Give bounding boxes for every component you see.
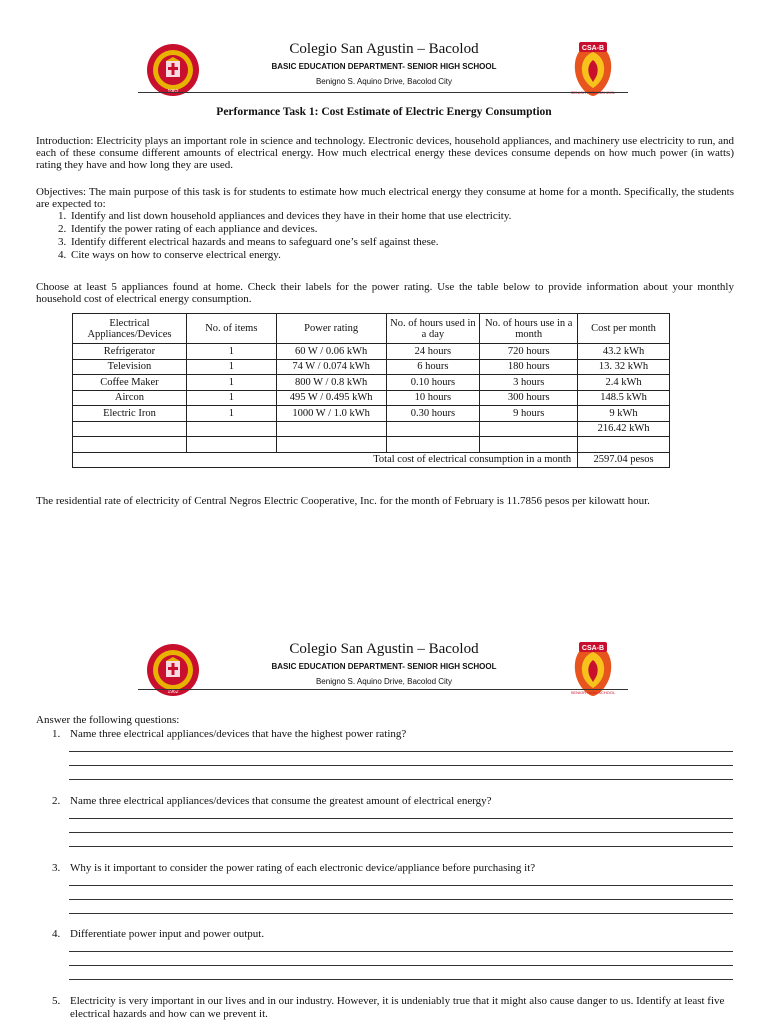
answer-line[interactable] xyxy=(69,913,733,914)
address: Benigno S. Aquino Drive, Bacolod City xyxy=(315,677,453,686)
svg-text:SENIOR HIGH SCHOOL: SENIOR HIGH SCHOOL xyxy=(570,90,616,95)
table-cell xyxy=(186,437,276,453)
column-header: No. of hours use in a month xyxy=(480,314,578,344)
table-cell: 60 W / 0.06 kWh xyxy=(276,344,386,360)
table-cell: 9 hours xyxy=(480,406,578,422)
column-header: Cost per month xyxy=(578,314,670,344)
table-cell: 43.2 kWh xyxy=(578,344,670,360)
table-cell: 0.30 hours xyxy=(386,406,480,422)
svg-text:CSA-B: CSA-B xyxy=(581,645,605,652)
table-row xyxy=(73,437,670,453)
table-cell xyxy=(73,437,187,453)
table-cell: 1 xyxy=(186,375,276,391)
school-name: Colegio San Agustin – Bacolod xyxy=(289,641,479,657)
total-label: Total cost of electrical consumption in a month xyxy=(73,452,578,468)
column-header: No. of hours used in a day xyxy=(386,314,480,344)
answer-line[interactable] xyxy=(69,979,733,980)
question-text: Name three electrical appliances/devices that have the highest power rating? xyxy=(70,728,407,740)
table-cell: Electric Iron xyxy=(73,406,187,422)
department: BASIC EDUCATION DEPARTMENT- SENIOR HIGH SCHOOL xyxy=(271,62,497,71)
table-row xyxy=(73,390,670,406)
csab-logo xyxy=(568,638,618,700)
column-header: Power rating xyxy=(276,314,386,344)
question-number: 5. xyxy=(52,995,61,1007)
svg-text:1962: 1962 xyxy=(167,89,179,95)
table-cell xyxy=(480,437,578,453)
table-cell xyxy=(276,421,386,437)
questions-intro: Answer the following questions: xyxy=(36,714,180,726)
objectives-list xyxy=(36,210,511,262)
table-cell: Coffee Maker xyxy=(73,375,187,391)
table-row xyxy=(73,344,670,360)
table-cell: Refrigerator xyxy=(73,344,187,360)
table-cell: 148.5 kWh xyxy=(578,390,670,406)
department: BASIC EDUCATION DEPARTMENT- SENIOR HIGH SCHOOL xyxy=(271,662,497,671)
address: Benigno S. Aquino Drive, Bacolod City xyxy=(315,77,453,86)
answer-line[interactable] xyxy=(69,765,733,766)
table-cell xyxy=(276,437,386,453)
school-name: Colegio San Agustin – Bacolod xyxy=(289,41,479,57)
page-two xyxy=(0,600,768,1024)
answer-line[interactable] xyxy=(69,846,733,847)
objective-item: 2. Identify the power rating of each appliance and devices. xyxy=(69,223,511,236)
table-cell: 6 hours xyxy=(386,359,480,375)
answer-line[interactable] xyxy=(69,899,733,900)
table-cell: Aircon xyxy=(73,390,187,406)
svg-text:SENIOR HIGH SCHOOL: SENIOR HIGH SCHOOL xyxy=(570,690,616,695)
table-cell: 216.42 kWh xyxy=(578,421,670,437)
column-header: No. of items xyxy=(186,314,276,344)
question-number: 3. xyxy=(52,862,61,874)
table-row xyxy=(73,359,670,375)
table-total-row xyxy=(73,452,670,468)
rate-note: The residential rate of electricity of Central Negros Electric Cooperative, Inc. for the month of February is 11.7856 pesos per kilowatt hour. xyxy=(36,495,650,507)
answer-line[interactable] xyxy=(69,951,733,952)
table-cell: 24 hours xyxy=(386,344,480,360)
header-rule xyxy=(138,689,628,690)
svg-text:1962: 1962 xyxy=(167,689,179,695)
csab-logo xyxy=(568,38,618,100)
table-cell: 13. 32 kWh xyxy=(578,359,670,375)
answer-line[interactable] xyxy=(69,832,733,833)
table-cell: 1 xyxy=(186,390,276,406)
task-title: Performance Task 1: Cost Estimate of Electric Energy Consumption xyxy=(216,106,552,118)
table-row xyxy=(73,406,670,422)
table-cell xyxy=(386,437,480,453)
introduction: Introduction: Electricity plays an important role in science and technology. Electronic devices, household appliances, and machinery use electricity to run, and each of these consume different amounts of electrical energy. How much electrical energy these devices consume depends on how much power (in watts) rating they have and how long they are used. xyxy=(36,135,734,172)
table-row xyxy=(73,375,670,391)
table-cell: 1 xyxy=(186,359,276,375)
objective-item: 3. Identify different electrical hazards and means to safeguard one’s self against these. xyxy=(69,236,511,249)
total-value: 2597.04 pesos xyxy=(578,452,670,468)
table-cell: 2.4 kWh xyxy=(578,375,670,391)
table-cell: 800 W / 0.8 kWh xyxy=(276,375,386,391)
table-cell xyxy=(73,421,187,437)
objectives-intro: Objectives: The main purpose of this task is for students to estimate how much electrical energy they consume at home for a month. Specifically, the students are expected to: xyxy=(36,186,734,211)
table-cell xyxy=(186,421,276,437)
table-cell: 495 W / 0.495 kWh xyxy=(276,390,386,406)
instructions: Choose at least 5 appliances found at home. Check their labels for the power rating. Use the table below to provide information about your monthly household cost of electrical energy consumption. xyxy=(36,281,734,306)
question-text: Differentiate power input and power output. xyxy=(70,928,265,940)
table-cell: 300 hours xyxy=(480,390,578,406)
question-number: 4. xyxy=(52,928,61,940)
answer-line[interactable] xyxy=(69,779,733,780)
answer-line[interactable] xyxy=(69,885,733,886)
svg-text:CSA-B: CSA-B xyxy=(581,45,605,52)
question-number: 1. xyxy=(52,728,61,740)
table-cell: 180 hours xyxy=(480,359,578,375)
question-text: Name three electrical appliances/devices that consume the greatest amount of electrical energy? xyxy=(70,795,492,807)
table-cell: 1 xyxy=(186,344,276,360)
table-cell: 10 hours xyxy=(386,390,480,406)
answer-line[interactable] xyxy=(69,965,733,966)
table-cell: 74 W / 0.074 kWh xyxy=(276,359,386,375)
objective-item: 4. Cite ways on how to conserve electrical energy. xyxy=(69,249,511,262)
objective-item: 1. Identify and list down household appliances and devices they have in their home that use electricity. xyxy=(69,210,511,223)
table-cell xyxy=(578,437,670,453)
table-cell xyxy=(480,421,578,437)
table-body xyxy=(73,344,670,453)
table-cell: 720 hours xyxy=(480,344,578,360)
table-cell: 1 xyxy=(186,406,276,422)
table-cell: 0.10 hours xyxy=(386,375,480,391)
table-row xyxy=(73,421,670,437)
table-cell: Television xyxy=(73,359,187,375)
answer-line[interactable] xyxy=(69,751,733,752)
question-text: Electricity is very important in our lives and in our industry. However, it is undeniably true that it might also cause danger to us. Identify at least five electrical hazards and how can we prevent it. xyxy=(70,995,725,1020)
column-header: Electrical Appliances/Devices xyxy=(73,314,187,344)
table-header-row xyxy=(73,314,670,344)
table-cell: 1000 W / 1.0 kWh xyxy=(276,406,386,422)
table-cell: 9 kWh xyxy=(578,406,670,422)
energy-cost-table xyxy=(72,313,670,468)
question-number: 2. xyxy=(52,795,61,807)
table-cell: 3 hours xyxy=(480,375,578,391)
answer-line[interactable] xyxy=(69,818,733,819)
question-text: Why is it important to consider the power rating of each electronic device/appliance before purchasing it? xyxy=(70,862,536,874)
header-rule xyxy=(138,92,628,93)
table-cell xyxy=(386,421,480,437)
